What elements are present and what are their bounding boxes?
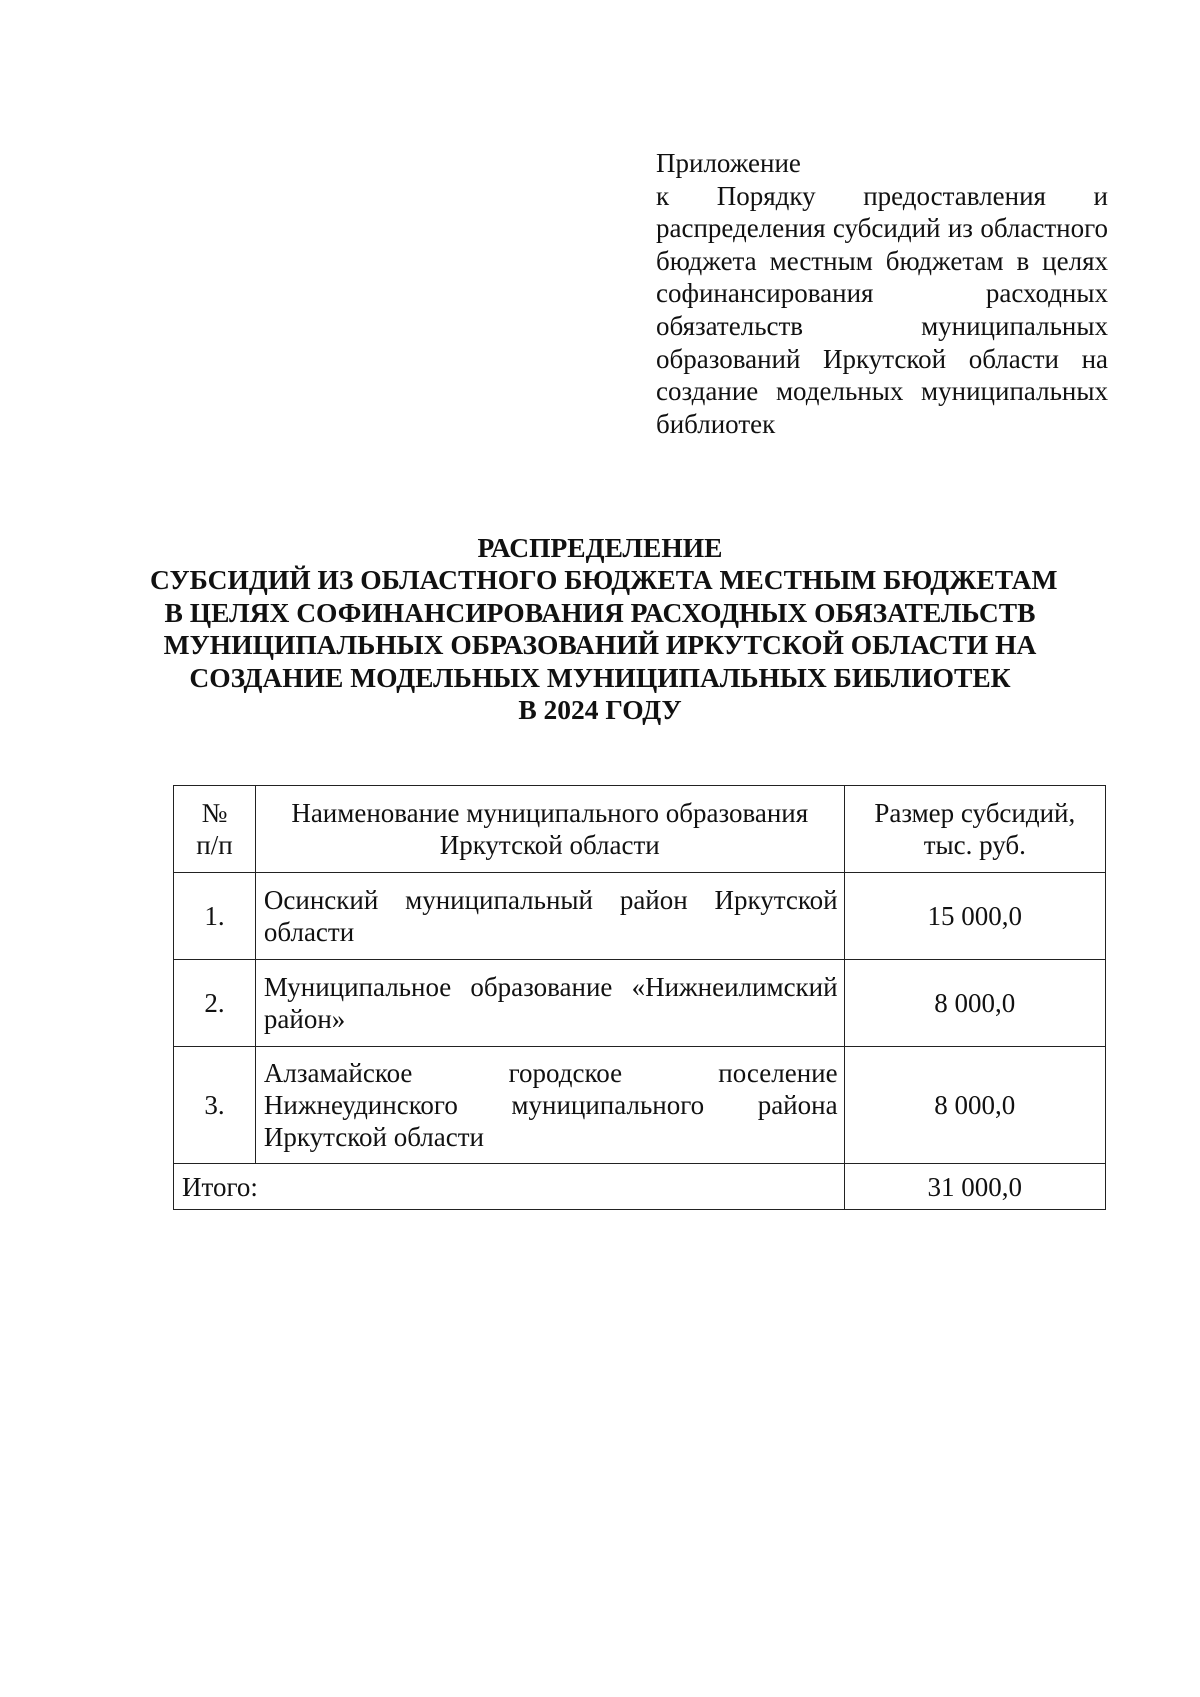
- header-name-line: Наименование муниципального образования: [291, 798, 809, 828]
- title-line: В 2024 ГОДУ: [518, 694, 682, 726]
- row-amount: 8 000,0: [844, 1047, 1105, 1164]
- row-num: 1.: [174, 873, 256, 960]
- header-num-line: п/п: [196, 830, 233, 860]
- table-row: [174, 1047, 1106, 1164]
- row-num: 2.: [174, 960, 256, 1047]
- header-amount-line: Размер субсидий,: [874, 798, 1076, 828]
- total-amount: 31 000,0: [844, 1164, 1105, 1210]
- title-line: МУНИЦИПАЛЬНЫХ ОБРАЗОВАНИЙ ИРКУТСКОЙ ОБЛАСТИ НА: [163, 629, 1037, 661]
- table-row: [174, 873, 1106, 960]
- title-line: СУБСИДИЙ ИЗ ОБЛАСТНОГО БЮДЖЕТА МЕСТНЫМ БЮДЖЕТАМ: [150, 564, 1058, 596]
- appendix-title: Приложение: [656, 148, 801, 178]
- header-name: [255, 786, 844, 873]
- header-num: [174, 786, 256, 873]
- table-header-row: [174, 786, 1106, 873]
- appendix-block: [656, 147, 1108, 440]
- appendix-text: к Порядку предоставления и распределения субсидий из областного бюджета местным бюджетам в целях софинансирования расходных обязательств муниципальных образований Иркутской области на создание модельных муниципальных библиотек: [656, 180, 1108, 439]
- row-name: Алзамайское городское поселение Нижнеудинского муниципального района Иркутской области: [255, 1047, 844, 1164]
- title-line: СОЗДАНИЕ МОДЕЛЬНЫХ МУНИЦИПАЛЬНЫХ БИБЛИОТЕК: [189, 661, 1011, 693]
- total-label: Итого:: [174, 1164, 845, 1210]
- header-amount: [844, 786, 1105, 873]
- header-name-line: Иркутской области: [439, 830, 660, 860]
- total-row: [174, 1164, 1106, 1210]
- header-num-line: №: [201, 798, 228, 828]
- header-amount-line: тыс. руб.: [923, 830, 1026, 860]
- table-row: [174, 960, 1106, 1047]
- row-num: 3.: [174, 1047, 256, 1164]
- document-title: [150, 532, 1058, 726]
- subsidies-table: [173, 785, 1106, 1210]
- row-amount: 8 000,0: [844, 960, 1105, 1047]
- row-amount: 15 000,0: [844, 873, 1105, 960]
- title-line: В ЦЕЛЯХ СОФИНАНСИРОВАНИЯ РАСХОДНЫХ ОБЯЗАТЕЛЬСТВ: [164, 596, 1036, 628]
- row-name: Муниципальное образование «Нижнеилимский район»: [255, 960, 844, 1047]
- row-name: Осинский муниципальный район Иркутской области: [255, 873, 844, 960]
- title-line: РАСПРЕДЕЛЕНИЕ: [477, 532, 723, 563]
